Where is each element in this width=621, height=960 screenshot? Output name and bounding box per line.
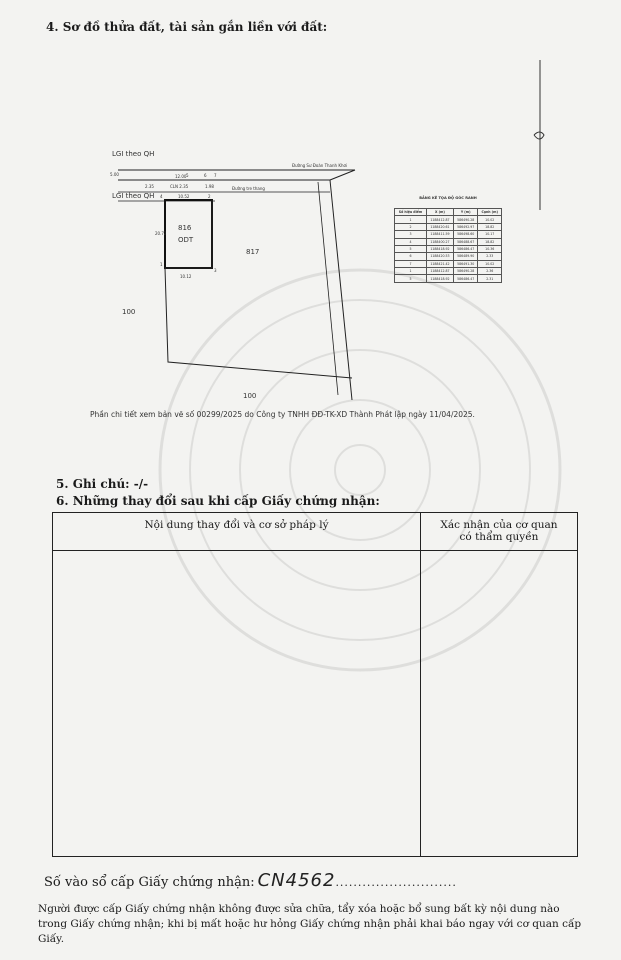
- coord-header: Số hiệu điểm: [395, 209, 427, 216]
- table-row: [395, 260, 502, 267]
- point-7: 7: [214, 173, 217, 178]
- dim-top: 12.00: [175, 174, 187, 179]
- coord-cell: 586491.30: [453, 260, 478, 267]
- coord-cell: 2.33: [478, 253, 502, 260]
- coord-cell: 586498.60: [453, 231, 478, 238]
- coord-cell: 1188411.59: [426, 231, 453, 238]
- coord-cell: 1188418.92: [426, 245, 453, 252]
- coord-header: Y (m): [453, 209, 478, 216]
- changes-col-content: Nội dung thay đổi và cơ sở pháp lý: [53, 513, 421, 551]
- registry-label: Số vào sổ cấp Giấy chứng nhận:: [44, 875, 255, 890]
- point-2: 2: [208, 194, 211, 199]
- registry-dots: ...........................: [335, 876, 457, 889]
- coord-cell: 3: [395, 231, 427, 238]
- coord-cell: 1188420.53: [426, 253, 453, 260]
- section-4-title: 4. Sơ đồ thửa đất, tài sản gắn liền với đất:: [46, 20, 328, 34]
- table-row: [395, 253, 502, 260]
- coord-cell: 10.36: [478, 245, 502, 252]
- dim-a: 2.35: [145, 184, 154, 189]
- coord-cell: 1: [395, 268, 427, 275]
- section-5-title: 5. Ghi chú: -/-: [56, 477, 149, 491]
- coord-cell: 7: [395, 260, 427, 267]
- dim-d: 20.72: [155, 231, 167, 236]
- coord-cell: 1188400.27: [426, 238, 453, 245]
- point-1: 1: [160, 262, 163, 267]
- table-row: [395, 275, 502, 282]
- point-5: 5: [186, 173, 189, 178]
- coord-cell: 2.36: [478, 268, 502, 275]
- changes-table: [52, 512, 578, 857]
- parcel-land-type: ODT: [178, 236, 194, 244]
- coord-table-caption: BẢNG KÊ TỌA ĐỘ GÓC RANH: [419, 196, 477, 200]
- section-6-title: 6. Những thay đổi sau khi cấp Giấy chứng nhận:: [56, 494, 380, 508]
- coordinate-table: [394, 208, 502, 283]
- margin-mark-icon: [534, 132, 544, 139]
- coord-cell: 1188412.87: [426, 268, 453, 275]
- table-row: [395, 223, 502, 230]
- dim-c: 10.52: [178, 194, 190, 199]
- point-3: 3: [214, 268, 217, 273]
- coord-cell: 10.02: [478, 216, 502, 223]
- table-row: [395, 231, 502, 238]
- table-row: [395, 268, 502, 275]
- coord-cell: 586490.28: [453, 216, 478, 223]
- lgi-left-label: LGI theo QH: [112, 192, 155, 200]
- coord-cell: 1188412.87: [426, 216, 453, 223]
- coord-cell: 18.82: [478, 223, 502, 230]
- changes-content-cell: [53, 551, 421, 857]
- road-small-label: Đường tre thang: [232, 186, 265, 191]
- drawing-reference-note: Phần chi tiết xem bản vẽ số 00299/2025 do Công ty TNHH ĐĐ-TK-XD Thành Phát lập ngày 11/04/2025.: [90, 410, 475, 419]
- coord-cell: 10.17: [478, 231, 502, 238]
- coord-cell: 1188421.42: [426, 260, 453, 267]
- coord-cell: 1188420.61: [426, 223, 453, 230]
- registry-value: CN4562: [257, 870, 336, 891]
- coord-cell: 586488.67: [453, 238, 478, 245]
- point-4: 4: [160, 194, 163, 199]
- changes-confirmation-cell: [421, 551, 578, 857]
- coord-cell: 586490.28: [453, 268, 478, 275]
- coord-cell: 2.31: [478, 275, 502, 282]
- point-6: 6: [204, 173, 207, 178]
- confirmation-line-2: có thẩm quyền: [459, 531, 539, 543]
- coord-cell: 586486.47: [453, 275, 478, 282]
- coord-cell: 1: [395, 216, 427, 223]
- coord-cell: 586489.90: [453, 253, 478, 260]
- registry-number: [44, 870, 457, 891]
- neighbor-100-left: 100: [122, 308, 136, 316]
- dim-b: 1.98: [205, 184, 214, 189]
- coord-cell: 10.02: [478, 260, 502, 267]
- coord-cell: 586492.97: [453, 223, 478, 230]
- table-row: [395, 238, 502, 245]
- coord-cell: 1188418.92: [426, 275, 453, 282]
- coord-cell: 586486.47: [453, 245, 478, 252]
- neighbor-100-bottom: 100: [243, 392, 257, 400]
- road-label: Đường Sư Đoàn Thanh Khơi: [292, 163, 348, 168]
- lgi-top-label: LGI theo QH: [112, 150, 155, 158]
- parcel-number: 816: [178, 224, 192, 232]
- coord-cell: 2: [395, 223, 427, 230]
- confirmation-line-1: Xác nhận của cơ quan: [440, 519, 558, 531]
- table-row: [395, 216, 502, 223]
- table-row: [395, 245, 502, 252]
- coord-cell: 4: [395, 238, 427, 245]
- table-row: [53, 551, 578, 857]
- changes-col-confirmation: [421, 513, 578, 551]
- dim-bottom: 10.12: [180, 274, 192, 279]
- coord-cell: 5: [395, 275, 427, 282]
- coord-cell: 18.82: [478, 238, 502, 245]
- warning-text: Người được cấp Giấy chứng nhận không được sửa chữa, tẩy xóa hoặc bổ sung bất kỳ nội dung nào trong Giấy chứng nhận; khi bị mất hoặc hư hỏng Giấy chứng nhận phải khai báo ngay với cơ quan cấp Giấy.: [38, 903, 582, 945]
- coord-header: Cạnh (m): [478, 209, 502, 216]
- dim-cln: CLN 2.35: [170, 184, 189, 189]
- coord-cell: 5: [395, 245, 427, 252]
- coord-cell: 6: [395, 253, 427, 260]
- dim-side: 5.00: [110, 172, 119, 177]
- coord-header: X (m): [426, 209, 453, 216]
- neighbor-parcel-number: 817: [246, 248, 260, 256]
- parcel-map: [0, 0, 621, 460]
